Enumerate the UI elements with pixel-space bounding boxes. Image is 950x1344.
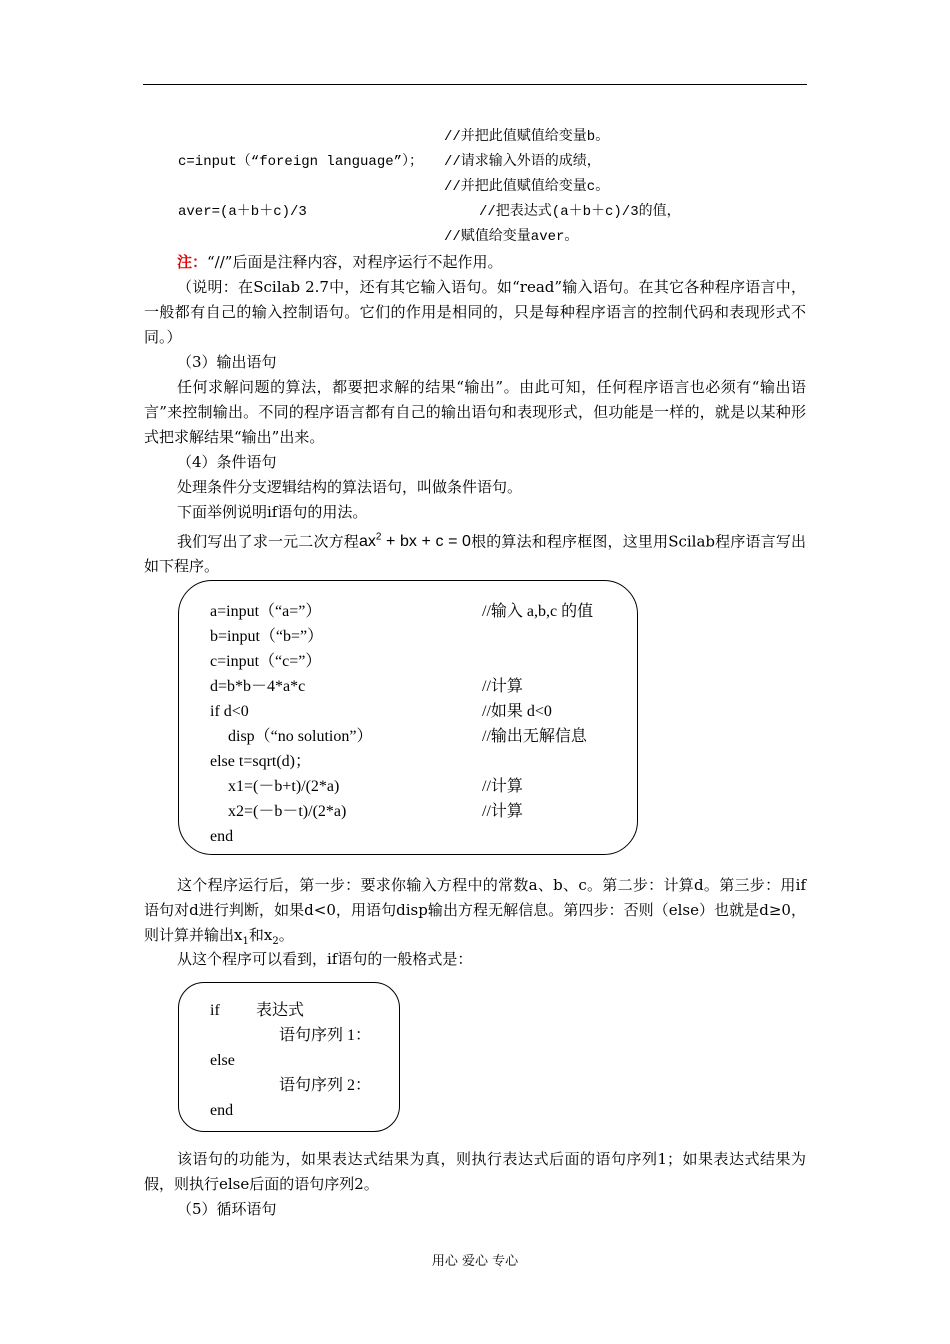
explain-paragraph: （说明：在Scilab 2.7中，还有其它输入语句。如“read”输入语句。在其它各种程序语言中，一般都有自己的输入控制语句。它们的作用是相同的，只是每种程序语言的控制代码和表现形式不同。） xyxy=(144,278,806,346)
program-line: x2=(－b－t)/(2*a) xyxy=(228,803,347,820)
run-text-end: 。 xyxy=(278,926,294,944)
quadratic-equation xyxy=(359,533,471,550)
code-line: c=input（“foreign language”）； xyxy=(178,154,424,170)
code-comment-line: //并把此值赋值给变量c。 xyxy=(444,179,610,195)
program-comment: //如果 d<0 xyxy=(482,703,552,720)
function-paragraph: 该语句的功能为，如果表达式结果为真，则执行表达式后面的语句序列1；如果表达式结果为假，则执行else后面的语句序列2。 xyxy=(144,1150,806,1193)
program-line: end xyxy=(210,828,234,845)
eq-a: ax xyxy=(358,533,376,551)
header-rule xyxy=(143,84,807,85)
condition-paragraph-3 xyxy=(144,525,806,579)
code-comment-line: //赋值给变量aver。 xyxy=(444,229,579,245)
program-comment: //计算 xyxy=(482,803,523,820)
program-line: a=input（“a=”） xyxy=(210,603,322,620)
subscript-1: 1 xyxy=(242,936,249,947)
eq-exponent: 2 xyxy=(375,532,382,543)
heading-output: （3）输出语句 xyxy=(177,353,277,371)
run-text: 这个程序运行后，第一步：要求你输入方程中的常数a、b、c。第二步：计算d。第三步：用if语句对d进行判断，如果d<0，用语句disp输出方程无解信息。第四步：否则（else）也就是d≥0，则计算并输出x xyxy=(144,876,806,944)
heading-loop: （5）循环语句 xyxy=(177,1200,277,1218)
note xyxy=(177,250,797,275)
format-else: else xyxy=(210,1052,235,1069)
heading-condition: （4）条件语句 xyxy=(177,453,277,471)
format-end: end xyxy=(210,1102,234,1119)
subscript-2: 2 xyxy=(272,936,279,947)
note-label: 注： xyxy=(177,253,208,271)
format-expression: 表达式 xyxy=(256,1002,305,1019)
program-line: d=b*b－4*a*c xyxy=(210,678,306,695)
cond-text-before: 我们写出了求一元二次方程 xyxy=(177,532,359,551)
code-comment-line: //请求输入外语的成绩， xyxy=(444,154,601,170)
footer: 用心 爱心 专心 xyxy=(431,1254,519,1269)
note-text: “//”后面是注释内容，对程序运行不起作用。 xyxy=(207,253,503,271)
output-paragraph: 任何求解问题的算法，都要把求解的结果“输出”。由此可知，任何程序语言也必须有“输出语言”来控制输出。不同的程序语言都有自己的输出语句和表现形式，但功能是一样的，就是以某种形式把求解结果“输出”出来。 xyxy=(144,378,806,446)
format-sequence-1: 语句序列 1： xyxy=(279,1027,372,1044)
program-comment: //计算 xyxy=(482,678,523,695)
eq-rest: + bx + c = 0 xyxy=(381,533,471,551)
program-line: disp（“no solution”） xyxy=(228,728,373,745)
run-text-mid: 和x xyxy=(248,926,273,944)
cond-text-after: 根的算法和程序框图，这里用Scilab程序语言写出如下程序。 xyxy=(144,532,806,576)
program-comment: //输入 a,b,c 的值 xyxy=(482,603,594,620)
format-if: if xyxy=(210,1002,220,1019)
code-comment-line: //把表达式(a＋b＋c)/3的值， xyxy=(479,204,681,220)
condition-paragraph-2: 下面举例说明if语句的用法。 xyxy=(177,503,368,521)
run-paragraph xyxy=(144,873,806,954)
format-paragraph: 从这个程序可以看到，if语句的一般格式是： xyxy=(177,950,473,968)
code-comment-line: //并把此值赋值给变量b。 xyxy=(444,129,610,145)
program-line: c=input（“c=”） xyxy=(210,653,322,670)
format-sequence-2: 语句序列 2： xyxy=(279,1077,372,1094)
program-comment: //输出无解信息 xyxy=(482,728,587,745)
program-comment: //计算 xyxy=(482,778,523,795)
code-line: aver=(a＋b＋c)/3 xyxy=(178,204,307,220)
program-line: x1=(－b+t)/(2*a) xyxy=(228,778,340,795)
program-line: else t=sqrt(d)； xyxy=(210,753,312,770)
program-line: b=input（“b=”） xyxy=(210,628,324,645)
condition-paragraph-1: 处理条件分支逻辑结构的算法语句，叫做条件语句。 xyxy=(177,478,523,496)
program-line: if d<0 xyxy=(210,703,249,720)
